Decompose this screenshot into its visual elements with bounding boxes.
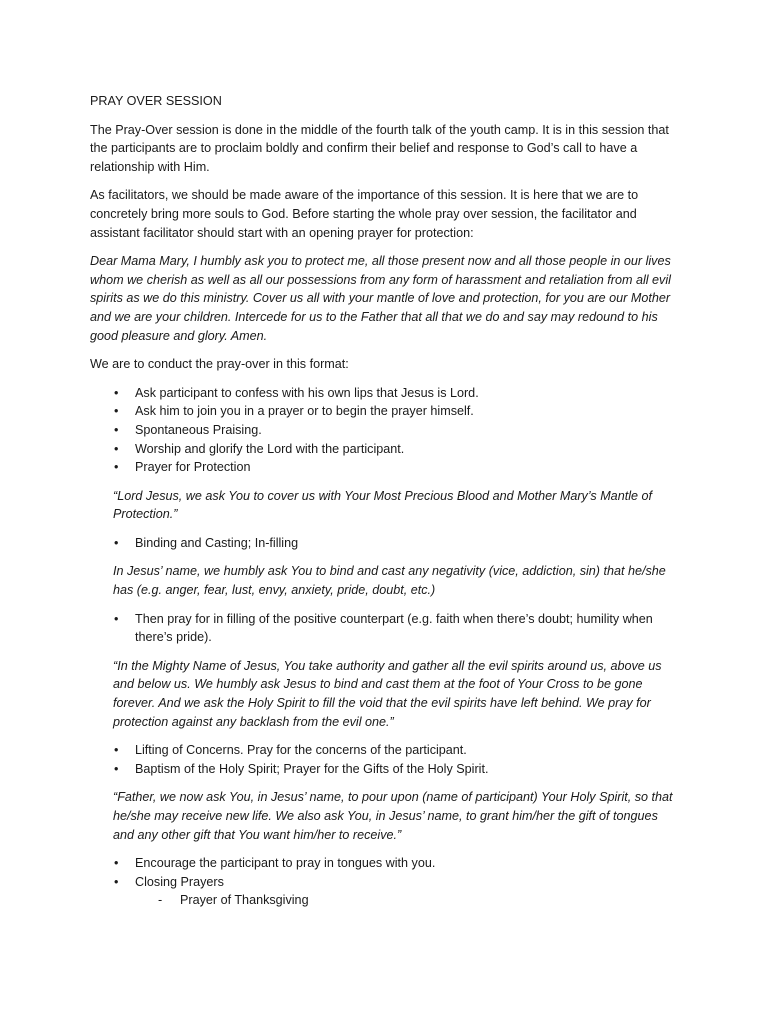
bullet-icon: • xyxy=(114,856,119,871)
bullet-icon: • xyxy=(114,874,119,889)
format-list-4 xyxy=(90,741,680,778)
list-item xyxy=(90,610,680,647)
list-item-text: Closing Prayers xyxy=(135,874,224,889)
spirit-prayer: “Father, we now ask You, in Jesus’ name, to pour upon (name of participant) Your Holy Spirit, so that he/she may receive new life. We also ask You, in Jesus’ name, to grant him/her the gift of tongues and any other gift that You want him/her to receive.” xyxy=(113,790,673,842)
protection-prayer: “Lord Jesus, we ask You to cover us with Your Most Precious Blood and Mother Mary’s Mantle of Protection.” xyxy=(113,488,652,522)
bullet-icon: • xyxy=(114,422,119,437)
list-item-text: Then pray for in filling of the positive counterpart (e.g. faith when there’s doubt; humility when there’s pride). xyxy=(135,611,653,645)
list-item-text: Baptism of the Holy Spirit; Prayer for the Gifts of the Holy Spirit. xyxy=(135,761,489,776)
closing-prayers-sublist xyxy=(90,891,680,910)
list-item-text: Ask him to join you in a prayer or to begin the prayer himself. xyxy=(135,404,474,419)
list-item xyxy=(90,534,680,553)
list-item xyxy=(90,854,680,873)
document-title: PRAY OVER SESSION xyxy=(90,94,222,108)
sub-list-item xyxy=(90,891,680,910)
list-item-text: Encourage the participant to pray in tongues with you. xyxy=(135,856,436,871)
format-list-2 xyxy=(90,534,680,553)
list-item-text: Lifting of Concerns. Pray for the concerns of the participant. xyxy=(135,743,467,758)
list-item xyxy=(90,421,680,440)
list-item xyxy=(90,440,680,459)
bullet-icon: • xyxy=(114,460,119,475)
bullet-icon: • xyxy=(114,385,119,400)
list-item xyxy=(90,760,680,779)
format-intro: We are to conduct the pray-over in this format: xyxy=(90,357,349,372)
list-item-text: Spontaneous Praising. xyxy=(135,422,262,437)
format-list-5 xyxy=(90,854,680,891)
sub-list-item-text: Prayer of Thanksgiving xyxy=(180,893,309,908)
dash-icon: - xyxy=(158,893,163,908)
facilitators-paragraph: As facilitators, we should be made aware of the importance of this session. It is here that we are to concretely bring more souls to God. Before starting the whole pray over session, the facilitator and assistant facilitator should start with an opening prayer for protection: xyxy=(90,188,639,240)
list-item xyxy=(90,384,680,403)
list-item-text: Prayer for Protection xyxy=(135,460,251,475)
list-item xyxy=(90,458,680,477)
opening-prayer: Dear Mama Mary, I humbly ask you to protect me, all those present now and all those people in our lives whom we cherish as well as all our possessions from any form of harassment and retaliation from all evil spirits as we do this ministry. Cover us all with your mantle of love and protection, for you are our Mother and we are your children. Intercede for us to the Father that all that we do and say may redound to his good pleasure and glory. Amen. xyxy=(90,254,671,343)
list-item-text: Worship and glorify the Lord with the participant. xyxy=(135,441,405,456)
binding-prayer: In Jesus’ name, we humbly ask You to bind and cast any negativity (vice, addiction, sin) that he/she has (e.g. anger, fear, lust, envy, anxiety, pride, doubt, etc.) xyxy=(113,564,666,598)
bullet-icon: • xyxy=(114,404,119,419)
list-item xyxy=(90,873,680,892)
bullet-icon: • xyxy=(114,535,119,550)
document-page xyxy=(90,92,680,910)
list-item-text: Ask participant to confess with his own lips that Jesus is Lord. xyxy=(135,385,479,400)
bullet-icon: • xyxy=(114,611,119,626)
bullet-icon: • xyxy=(114,441,119,456)
bullet-icon: • xyxy=(114,761,119,776)
format-list-1 xyxy=(90,384,680,477)
intro-paragraph: The Pray-Over session is done in the middle of the fourth talk of the youth camp. It is in this session that the participants are to proclaim boldly and confirm their belief and response to God’s call to have a relationship with Him. xyxy=(90,122,669,174)
list-item xyxy=(90,402,680,421)
format-list-3 xyxy=(90,610,680,647)
bullet-icon: • xyxy=(114,743,119,758)
list-item-text: Binding and Casting; In-filling xyxy=(135,535,299,550)
authority-prayer: “In the Mighty Name of Jesus, You take authority and gather all the evil spirits around us, above us and below us. We humbly ask Jesus to bind and cast them at the foot of Your Cross to be gone forever. And we ask the Holy Spirit to fill the void that the evil spirits have left behind. We pray for protection against any backlash from the evil one.” xyxy=(113,658,662,729)
list-item xyxy=(90,741,680,760)
